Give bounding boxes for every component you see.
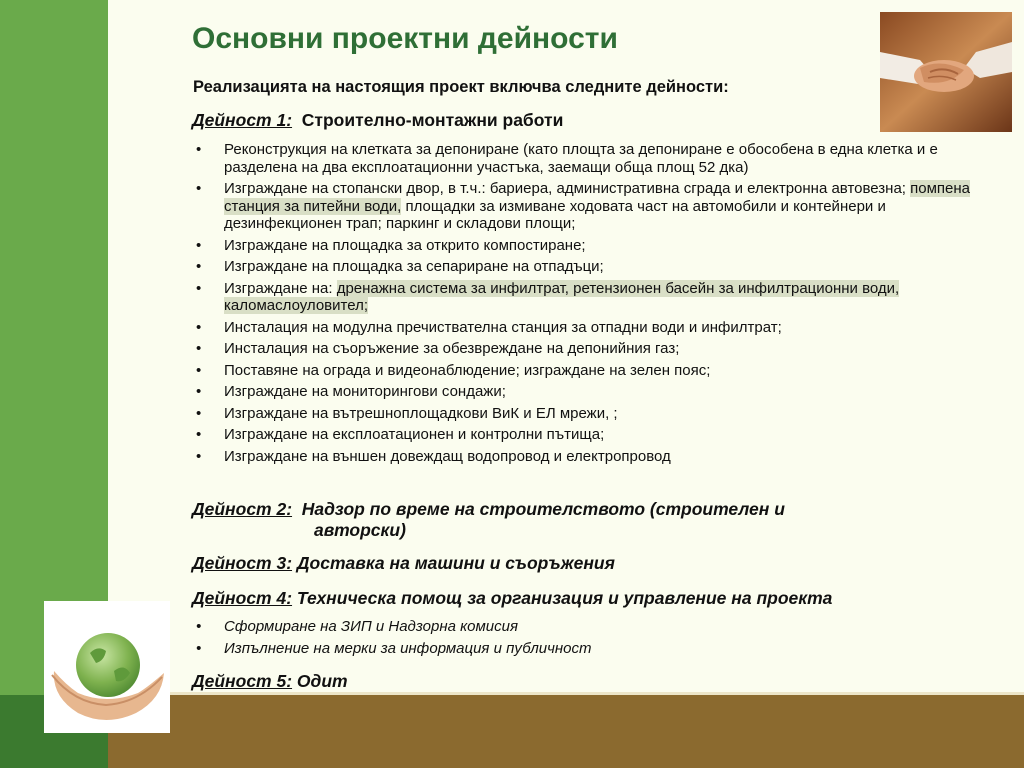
list-item [193,237,983,255]
list-item [193,319,983,337]
activity-5-heading [192,671,348,692]
list-item-text: Изграждане на площадка за открито компостиране; [224,236,586,254]
list-item [193,448,983,466]
list-item [193,618,913,636]
activity-1-list [193,141,983,469]
activity-3-label: Дейност 3: [192,553,293,573]
list-item-text: Изграждане на стопански двор, в т.ч.: бариера, административна сграда и електронна автовезна; [224,180,911,197]
list-item-text: Поставяне на ограда и видеонаблюдение; изграждане на зелен пояс; [224,361,711,379]
activity-3-heading [192,553,615,574]
list-item-text: Сформиране на ЗИП и Надзорна комисия [224,618,518,635]
list-item [193,340,983,358]
activity-5-label: Дейност 5: [192,671,293,691]
activity-1-heading [192,110,563,131]
activity-3-title: Доставка на машини и съоръжения [296,553,615,573]
list-item-text: Изграждане на вътрешноплощадкови ВиК и ЕЛ мрежи, ; [224,404,618,422]
bottom-brown-bar [108,695,1024,768]
list-item [193,426,983,444]
list-item [193,362,983,380]
list-item-text: Реконструкция на клетката за депониране (като площта за депониране е обособена в една клетка и е разделена на два експлоатационни участъка, заемащи обща площ 52 дка) [224,141,938,176]
activity-1-title: Строително-монтажни работи [301,110,564,130]
handshake-photo [880,12,1012,132]
intro-text: Реализацията на настоящия проект включва следните дейности: [193,78,729,96]
list-item-text: Изграждане на: [224,279,337,297]
activity-2-title: Надзор по време на строителството (строителен и [301,499,785,519]
activity-4-label: Дейност 4: [192,588,293,608]
list-item-text: Инсталация на съоръжение за обезвреждане на депонийния газ; [224,340,680,357]
list-item-text: площадки за измиване ходовата част на автомобили и контейнери и дезинфекционен трап; паркинг и складови площи; [224,197,886,232]
list-item [193,141,983,176]
activity-4-title: Техническа помощ за организация и управление на проекта [296,588,833,608]
page-title: Основни проектни дейности [192,22,618,55]
list-item-text: Изграждане на експлоатационен и контролни пътища; [224,426,605,443]
list-item [193,383,983,401]
activity-4-heading [192,588,832,609]
globe-in-hands-photo [44,601,170,733]
activity-4-list [193,618,913,661]
list-item-text: Изпълнение на мерки за информация и публичност [224,639,592,657]
list-item-text: Изграждане на външен довеждащ водопровод и електропровод [224,447,671,465]
list-item [193,258,983,276]
list-item-text: Изграждане на мониторингови сондажи; [224,383,506,400]
activity-2-heading [192,499,932,541]
activity-2-label: Дейност 2: [192,499,293,519]
activity-5-title: Одит [296,671,348,691]
activity-1-label: Дейност 1: [192,110,293,130]
list-item-text: Инсталация на модулна пречиствателна станция за отпадни води и инфилтрат; [224,318,782,336]
activity-2-title-cont: авторски) [314,520,406,540]
list-item [193,405,983,423]
highlighted-text: помпена станция за питейни води, [224,180,971,215]
list-item [193,180,983,233]
list-item-text: Изграждане на площадка за сепариране на отпадъци; [224,258,604,275]
highlighted-text: дренажна система за инфилтрат, ретензионен басейн за инфилтрационни води, каломаслоуловител; [224,279,900,314]
list-item [193,640,913,658]
list-item [193,280,983,315]
